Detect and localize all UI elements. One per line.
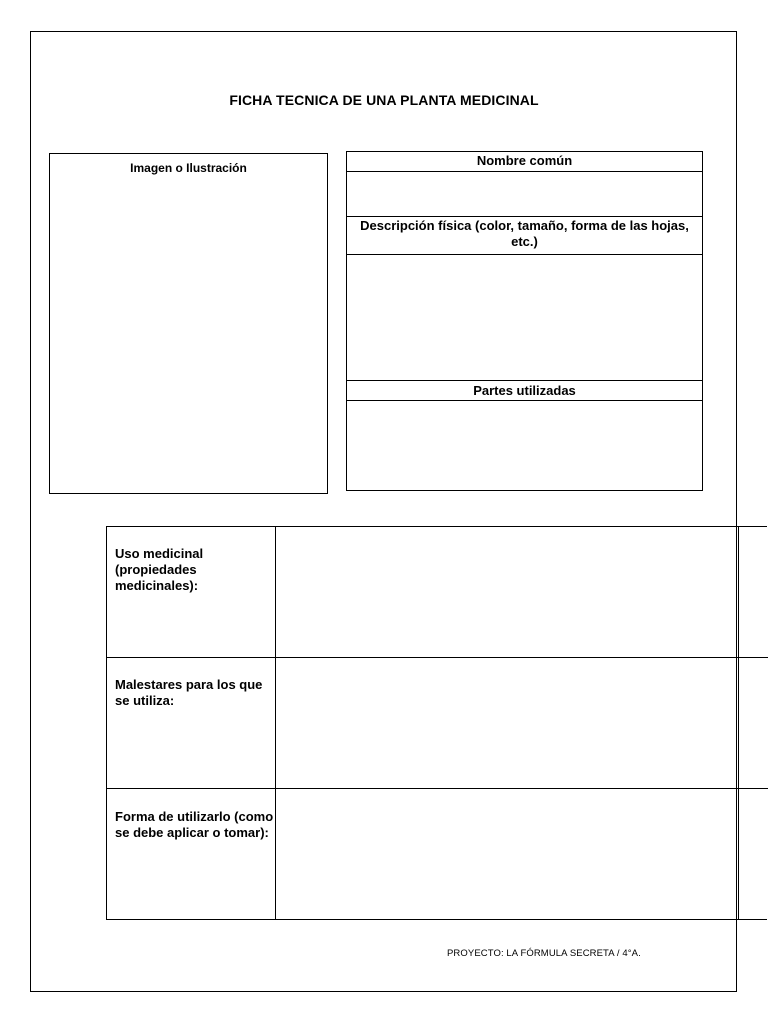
common-name-header: Nombre común (476, 153, 573, 168)
physical-description-header: Descripción física (color, tamaño, forma de las hojas, etc.) (360, 218, 689, 249)
plant-info-box (346, 151, 703, 491)
plant-usage-table (106, 526, 767, 920)
usage-method-field[interactable] (276, 789, 738, 919)
row-divider (738, 657, 768, 658)
row-label-medicinal-use: Uso medicinal (propiedades medicinales): (115, 546, 204, 593)
image-area-label: Imagen o Ilustración (130, 161, 247, 175)
row-label-ailments: Malestares para los que se utiliza: (115, 677, 263, 708)
page-title: FICHA TECNICA DE UNA PLANTA MEDICINAL (229, 92, 539, 108)
common-name-field[interactable] (347, 172, 702, 216)
medicinal-use-field[interactable] (276, 527, 738, 657)
physical-description-field[interactable] (347, 255, 702, 380)
image-area[interactable] (49, 153, 328, 494)
divider (347, 380, 702, 381)
footer-project-label: PROYECTO: LA FÓRMULA SECRETA / 4°A. (447, 948, 641, 959)
row-label-usage-method: Forma de utilizarlo (como se debe aplicar o tomar): (115, 809, 274, 840)
ailments-field[interactable] (276, 658, 738, 788)
column-divider (738, 527, 739, 919)
row-divider (738, 788, 768, 789)
divider (347, 216, 702, 217)
parts-used-header: Partes utilizadas (473, 383, 576, 398)
parts-used-field[interactable] (347, 401, 702, 489)
